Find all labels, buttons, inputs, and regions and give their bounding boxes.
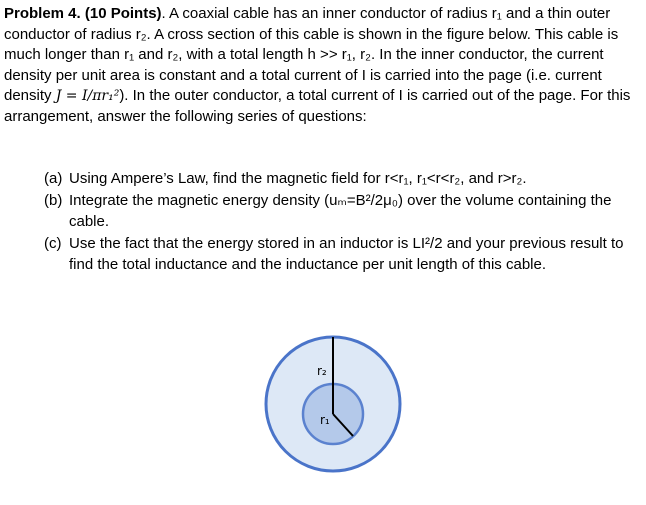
heading-punctuation: . [161, 5, 166, 22]
intro-text-part1: A coaxial cable has an inner conductor of radius r₁ and a thin outer conductor of radius r₂. A cross section of this cable is shown in the figure below. This cable is much longer than r₁ and r₂, with a total length h >> r₁, r₂. In the inner conductor, the current density per unit area is constant and a total current of I is carried into the page (i.e. current density [4, 5, 619, 104]
outer-radius-label: r₂ [317, 364, 327, 378]
question-item-b [44, 190, 634, 233]
coax-cross-section-figure [262, 333, 404, 475]
inner-radius-label: r₁ [320, 413, 330, 427]
problem-statement [4, 4, 640, 127]
question-text-b: Integrate the magnetic energy density (uₘ=B²/2μ₀) over the volume containing the cable. [69, 191, 612, 230]
current-density-formula: J = I/πr₁² [55, 88, 120, 104]
question-text-c: Use the fact that the energy stored in an inductor is LI²/2 and your previous result to find the total inductance and the inductance per unit length of this cable. [69, 234, 624, 273]
question-list [44, 168, 634, 276]
problem-heading: Problem 4. (10 Points) [4, 5, 162, 22]
question-item-a [44, 168, 634, 190]
question-marker-c: (c) [44, 234, 62, 252]
coax-cross-section-svg [262, 333, 404, 475]
question-text-a: Using Ampere’s Law, find the magnetic field for r<r₁, r₁<r<r₂, and r>r₂. [69, 170, 527, 187]
intro-text-part2: ). In the outer conductor, a total current of I is carried out of the page. For this arrangement, answer the following series of questions: [4, 87, 631, 125]
question-marker-a: (a) [44, 170, 63, 187]
question-item-c [44, 233, 634, 276]
question-marker-b: (b) [44, 191, 63, 209]
